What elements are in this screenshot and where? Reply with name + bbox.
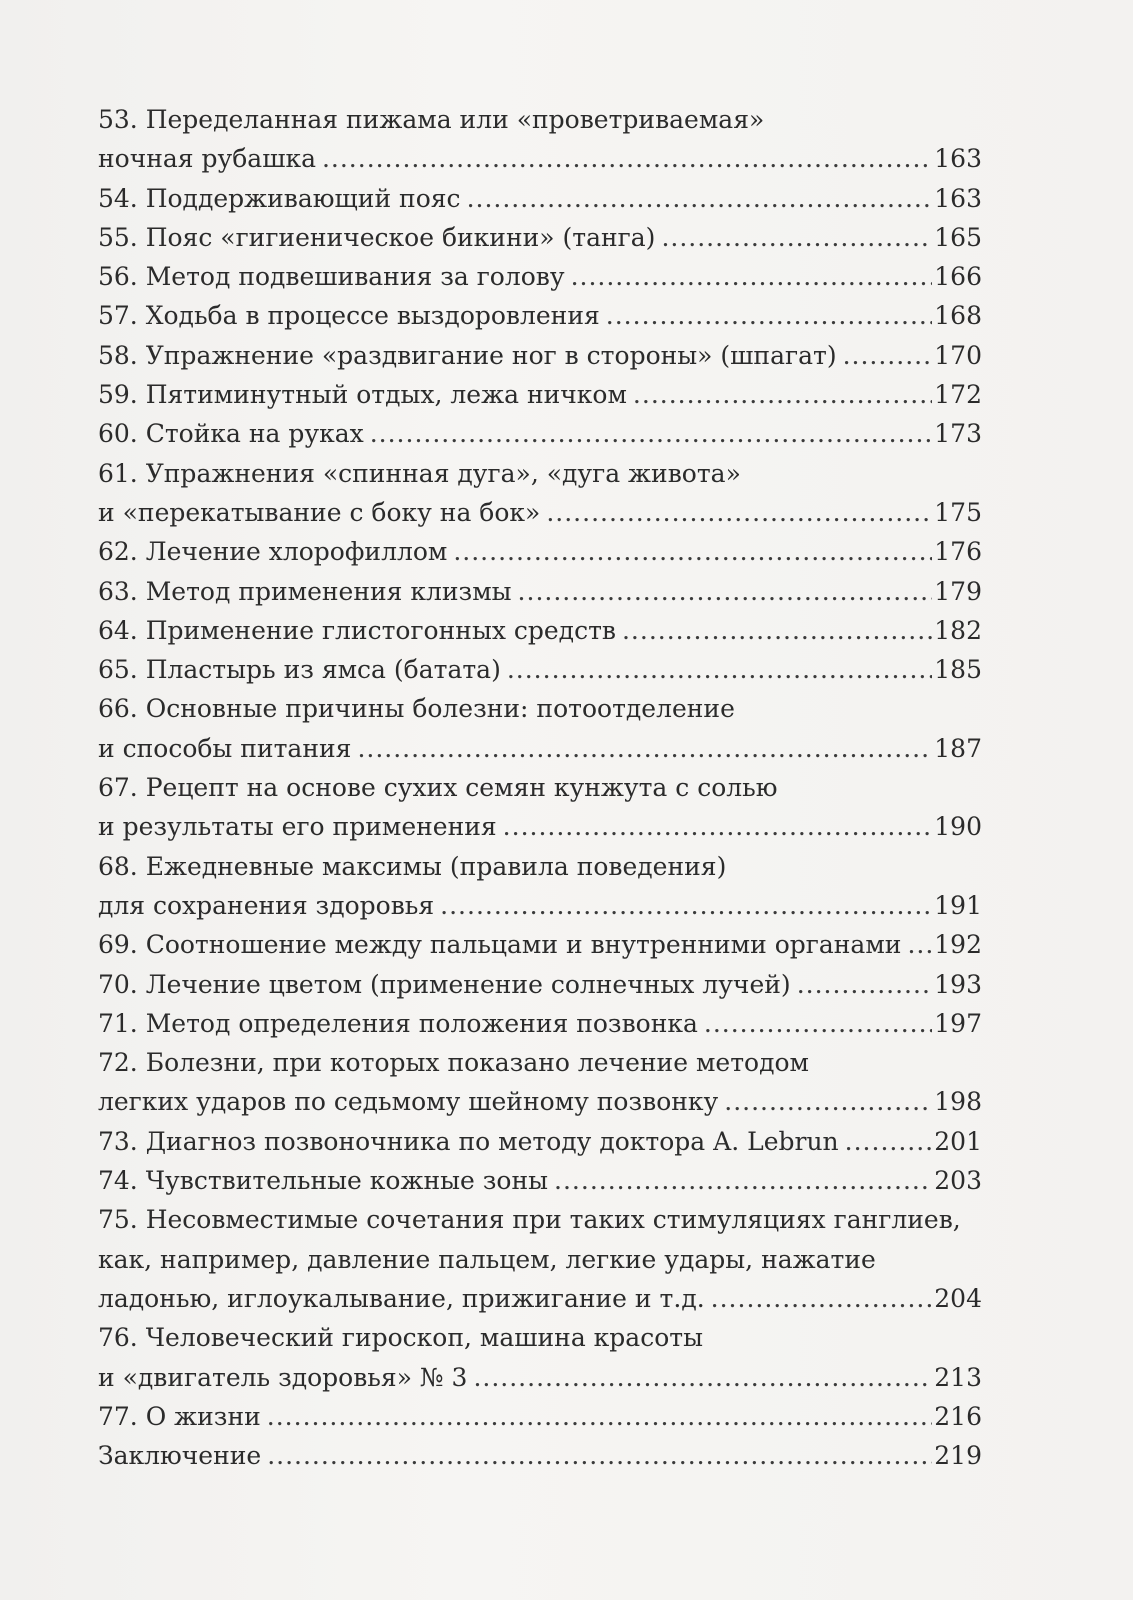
toc-entry-line bbox=[98, 179, 982, 218]
dot-leader bbox=[518, 572, 933, 611]
dot-leader bbox=[440, 886, 932, 925]
toc-page-number: 163 bbox=[934, 144, 982, 174]
toc-entry-line bbox=[98, 689, 982, 728]
toc-entry-line bbox=[98, 886, 982, 925]
toc-page-number: 213 bbox=[934, 1362, 982, 1392]
dot-leader bbox=[606, 296, 933, 335]
toc-entry-text: ладонью, иглоукалывание, прижигание и т.д. bbox=[98, 1283, 705, 1313]
toc-entry-line bbox=[98, 1082, 982, 1121]
toc-entry-line bbox=[98, 493, 982, 532]
toc-entry-text: и результаты его применения bbox=[98, 812, 497, 842]
toc-page-number: 190 bbox=[934, 812, 982, 842]
toc-entry-text: 77. О жизни bbox=[98, 1401, 261, 1431]
toc-entry-text: 71. Метод определения положения позвонка bbox=[98, 1008, 698, 1038]
toc-entry-text: для сохранения здоровья bbox=[98, 890, 435, 920]
toc-page-number: 182 bbox=[934, 615, 982, 645]
dot-leader bbox=[370, 414, 933, 453]
toc-entry bbox=[98, 218, 982, 257]
toc-entry-line bbox=[98, 1436, 982, 1475]
dot-leader bbox=[546, 493, 932, 532]
toc-entry-text: 54. Поддерживающий пояс bbox=[98, 183, 461, 213]
toc-entry-text: легких ударов по седьмому шейному позвонку bbox=[98, 1087, 719, 1117]
toc-entry bbox=[98, 1200, 982, 1318]
toc-page-number: 201 bbox=[934, 1126, 982, 1156]
toc-entry bbox=[98, 414, 982, 453]
dot-leader bbox=[267, 1397, 933, 1436]
dot-leader bbox=[797, 965, 933, 1004]
dot-leader bbox=[322, 139, 932, 178]
toc-entry-line bbox=[98, 139, 982, 178]
toc-entry-line bbox=[98, 532, 982, 571]
dot-leader bbox=[661, 218, 932, 257]
toc-page-number: 175 bbox=[934, 497, 982, 527]
toc-entry-line bbox=[98, 100, 982, 139]
toc-page-number: 170 bbox=[934, 340, 982, 370]
toc-entry-line bbox=[98, 1161, 982, 1200]
toc-entry bbox=[98, 1043, 982, 1122]
dot-leader bbox=[622, 611, 932, 650]
toc-entry bbox=[98, 375, 982, 414]
toc-entry-line bbox=[98, 729, 982, 768]
toc-page-number: 192 bbox=[934, 930, 982, 960]
toc-entry-line bbox=[98, 650, 982, 689]
toc-entry bbox=[98, 1122, 982, 1161]
toc-page-number: 197 bbox=[934, 1008, 982, 1038]
toc-entry-text: и способы питания bbox=[98, 733, 352, 763]
toc-entry bbox=[98, 1004, 982, 1043]
toc-entry-text: 70. Лечение цветом (применение солнечных лучей) bbox=[98, 969, 791, 999]
toc-entry-line bbox=[98, 611, 982, 650]
toc-page-number: 176 bbox=[934, 537, 982, 567]
toc-page-number: 179 bbox=[934, 576, 982, 606]
dot-leader bbox=[633, 375, 932, 414]
toc-entry-text: как, например, давление пальцем, легкие удары, нажатие bbox=[98, 1244, 876, 1274]
toc-entry bbox=[98, 257, 982, 296]
toc-page-number: 168 bbox=[934, 301, 982, 331]
toc-entry-line bbox=[98, 1279, 982, 1318]
toc-entry bbox=[98, 925, 982, 964]
toc-entry-text: 72. Болезни, при которых показано лечение методом bbox=[98, 1048, 809, 1078]
toc-entry-text: 66. Основные причины болезни: потоотделение bbox=[98, 694, 735, 724]
dot-leader bbox=[571, 257, 933, 296]
toc-entry-line bbox=[98, 454, 982, 493]
toc-entry-text: и «перекатывание с боку на бок» bbox=[98, 497, 541, 527]
toc-entry-text: 53. Переделанная пижама или «проветриваемая» bbox=[98, 105, 765, 134]
toc-entry bbox=[98, 1397, 982, 1436]
toc-entry-line bbox=[98, 768, 982, 807]
toc-entry bbox=[98, 611, 982, 650]
toc-entry-line bbox=[98, 375, 982, 414]
toc-entry-text: 59. Пятиминутный отдых, лежа ничком bbox=[98, 380, 627, 410]
toc-entry-line bbox=[98, 1397, 982, 1436]
dot-leader bbox=[711, 1279, 933, 1318]
toc-entry bbox=[98, 847, 982, 926]
toc-entry-text: 67. Рецепт на основе сухих семян кунжута с солью bbox=[98, 773, 778, 803]
toc-page-number: 187 bbox=[934, 733, 982, 763]
toc-entry-text: 63. Метод применения клизмы bbox=[98, 576, 512, 606]
toc-entry bbox=[98, 296, 982, 335]
toc-entry-line bbox=[98, 1122, 982, 1161]
toc-entry-text: 73. Диагноз позвоночника по методу доктора A. Lebrun bbox=[98, 1126, 839, 1156]
toc-entry-text: 56. Метод подвешивания за голову bbox=[98, 262, 565, 292]
dot-leader bbox=[267, 1436, 932, 1475]
toc-entry bbox=[98, 336, 982, 375]
dot-leader bbox=[357, 729, 932, 768]
dot-leader bbox=[554, 1161, 932, 1200]
dot-leader bbox=[704, 1004, 932, 1043]
dot-leader bbox=[724, 1082, 932, 1121]
toc-entry-line bbox=[98, 1358, 982, 1397]
toc-entry bbox=[98, 100, 982, 179]
toc-entry-text: 76. Человеческий гироскоп, машина красоты bbox=[98, 1323, 703, 1353]
dot-leader bbox=[467, 179, 933, 218]
toc-entry-line bbox=[98, 572, 982, 611]
toc-entry bbox=[98, 179, 982, 218]
toc-entry bbox=[98, 1318, 982, 1397]
dot-leader bbox=[453, 532, 932, 571]
toc-entry-text: 68. Ежедневные максимы (правила поведения) bbox=[98, 851, 727, 881]
toc-page-number: 191 bbox=[934, 890, 982, 920]
toc-page-number: 216 bbox=[934, 1401, 982, 1431]
dot-leader bbox=[503, 807, 933, 846]
toc-entry-line bbox=[98, 1200, 982, 1239]
toc-page-number: 172 bbox=[934, 380, 982, 410]
toc-page-number: 203 bbox=[934, 1166, 982, 1196]
toc-entry-line bbox=[98, 1043, 982, 1082]
toc-entry-line bbox=[98, 965, 982, 1004]
toc-entry-text: Заключение bbox=[98, 1441, 262, 1471]
toc-entry bbox=[98, 1161, 982, 1200]
toc-page-number: 198 bbox=[934, 1087, 982, 1117]
toc-entry-text: и «двигатель здоровья» № 3 bbox=[98, 1362, 468, 1392]
toc-entry-text: 61. Упражнения «спинная дуга», «дуга живота» bbox=[98, 458, 741, 488]
toc-page-number: 185 bbox=[934, 655, 982, 685]
toc-page-number: 166 bbox=[934, 262, 982, 292]
toc-entry-line bbox=[98, 925, 982, 964]
toc-page-number: 165 bbox=[934, 222, 982, 252]
toc-entry-text: 65. Пластырь из ямса (батата) bbox=[98, 655, 501, 685]
toc-entry-line bbox=[98, 847, 982, 886]
toc-page-number: 219 bbox=[934, 1441, 982, 1471]
toc-entry-line bbox=[98, 296, 982, 335]
toc-entry-line bbox=[98, 1318, 982, 1357]
toc-entry-line bbox=[98, 218, 982, 257]
toc-page-number: 204 bbox=[934, 1283, 982, 1313]
toc-entry-text: 64. Применение глистогонных средств bbox=[98, 615, 616, 645]
toc-entry-line bbox=[98, 414, 982, 453]
toc-page-number: 173 bbox=[934, 419, 982, 449]
toc-entry bbox=[98, 454, 982, 533]
toc-entry-line bbox=[98, 1004, 982, 1043]
toc-entry-text: 62. Лечение хлорофиллом bbox=[98, 537, 448, 567]
toc-entry-text: 60. Стойка на руках bbox=[98, 419, 364, 449]
dot-leader bbox=[507, 650, 932, 689]
dot-leader bbox=[845, 1122, 933, 1161]
toc-entry bbox=[98, 965, 982, 1004]
toc-entry-text: 74. Чувствительные кожные зоны bbox=[98, 1166, 549, 1196]
toc-entry-text: 69. Соотношение между пальцами и внутренними органами bbox=[98, 930, 902, 960]
toc-entry bbox=[98, 532, 982, 571]
toc-entry-line bbox=[98, 336, 982, 375]
toc-entry bbox=[98, 572, 982, 611]
toc-entry-text: 75. Несовместимые сочетания при таких стимуляциях ганглиев, bbox=[98, 1205, 961, 1235]
toc-page-number: 163 bbox=[934, 183, 982, 213]
toc-entry-text: 57. Ходьба в процессе выздоровления bbox=[98, 301, 600, 331]
toc-page-number: 193 bbox=[934, 969, 982, 999]
toc-entry-line bbox=[98, 1240, 982, 1279]
toc-entry-text: 58. Упражнение «раздвигание ног в стороны» (шпагат) bbox=[98, 340, 837, 370]
toc-entry-text: 55. Пояс «гигиеническое бикини» (танга) bbox=[98, 222, 656, 252]
toc-entry-line bbox=[98, 807, 982, 846]
dot-leader bbox=[907, 925, 932, 964]
dot-leader bbox=[473, 1358, 932, 1397]
toc-entry bbox=[98, 689, 982, 768]
toc-entry bbox=[98, 768, 982, 847]
toc-entry bbox=[98, 1436, 982, 1475]
toc-entry-line bbox=[98, 257, 982, 296]
toc-entry-text: ночная рубашка bbox=[98, 144, 316, 174]
table-of-contents bbox=[98, 100, 982, 1475]
dot-leader bbox=[843, 336, 933, 375]
toc-entry bbox=[98, 650, 982, 689]
